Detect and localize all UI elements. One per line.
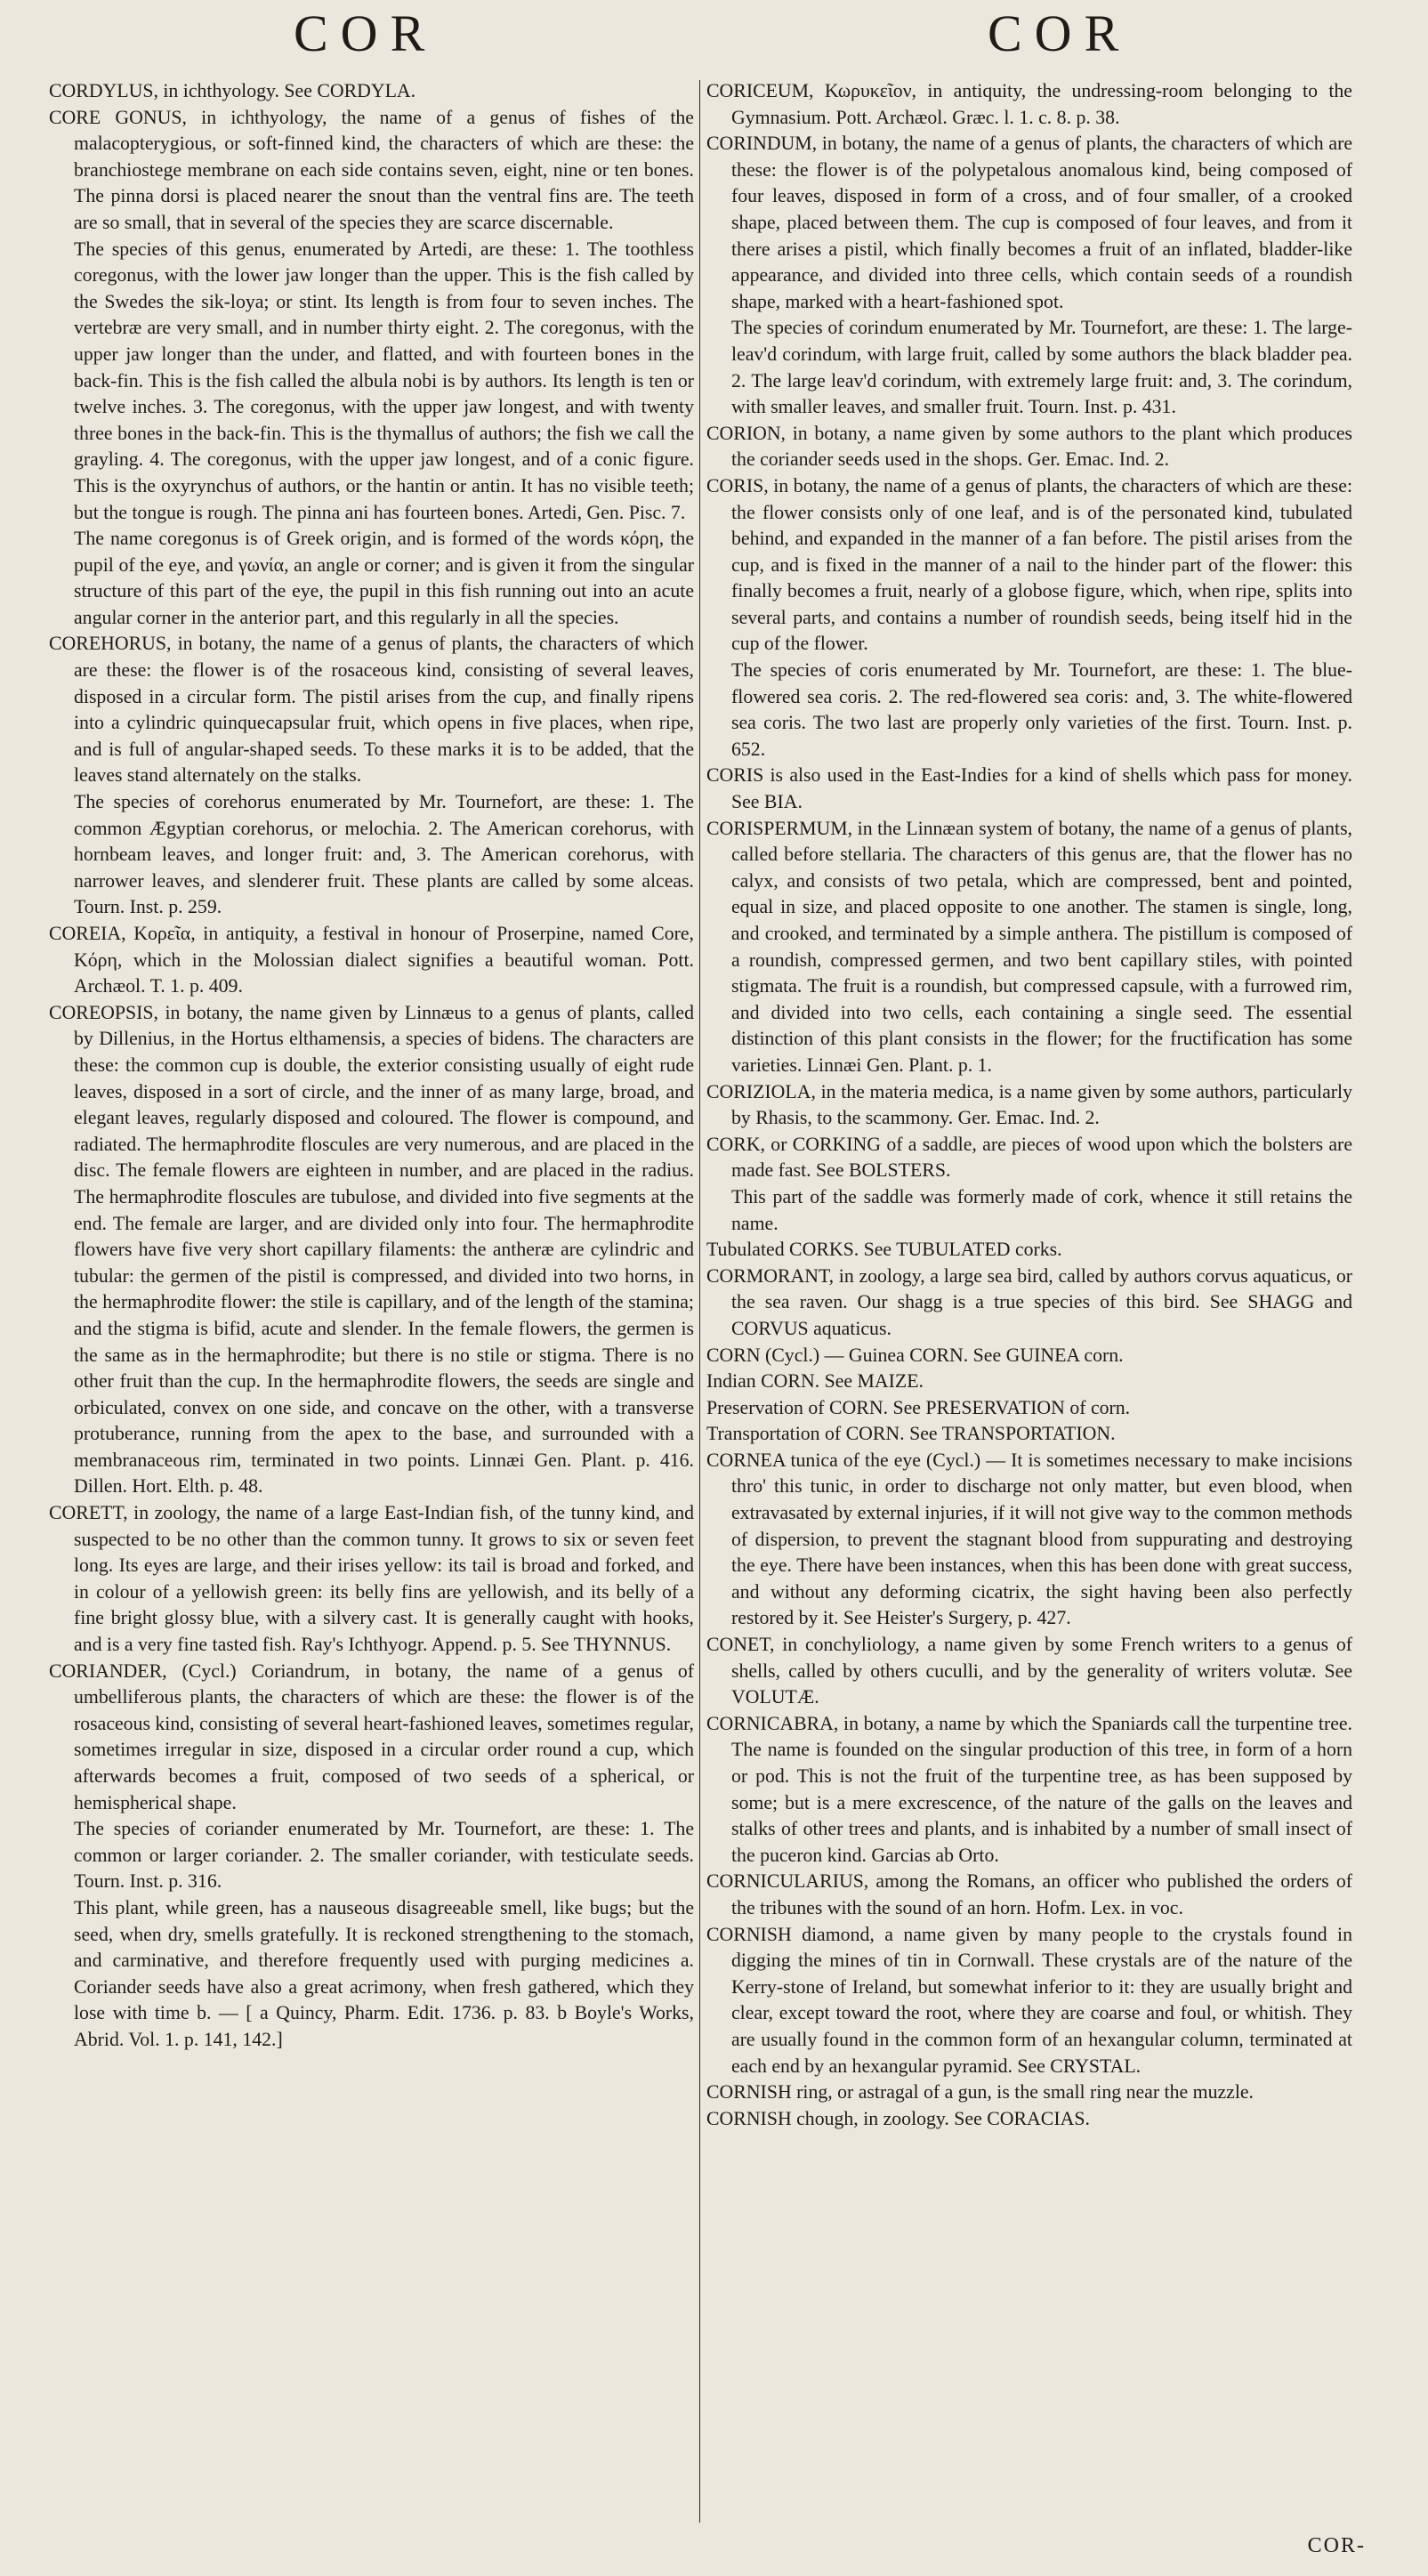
entry-cornicularius: CORNICULARIUS, among the Romans, an officer who published the orders of the tribunes with the sound of an horn. Hofm. Lex. in voc. xyxy=(706,1870,1352,1918)
entry-cornicabra: CORNICABRA, in botany, a name by which the Spaniards call the turpentine tree. The name is founded on the singular production of this tree, in form of a horn or pod. This is not the fruit of the turpentine tree, as has been supposed by some; but is a mere excrescence, of the nature of the galls on the leaves and stalks of other trees and plants, and is inhabited by a number of small insect of the puceron kind. Garcias ab Orto. xyxy=(706,1712,1352,1866)
entry-cork-note: This part of the saddle was formerly made of cork, whence it still retains the name. xyxy=(731,1185,1352,1234)
entry-coriziola: CORIZIOLA, in the materia medica, is a name given by some authors, particularly by Rhasis, to the scammony. Ger. Emac. Ind. 2. xyxy=(706,1080,1352,1129)
entry-cornea: CORNEA tunica of the eye (Cycl.) — It is sometimes necessary to make incisions thro' this tunic, in order to discharge not only matter, but even blood, when extravasated by external injuries, if it will not give way to the common methods of dispersion, to prevent the stagnant blood from suppurating and destroying the eye. There have been instances, when this has been done with great success, and without any deforming cicatrix, the sight having been also perfectly restored by it. See Heister's Surgery, p. 427. xyxy=(706,1449,1352,1629)
entry-corindum: CORINDUM, in botany, the name of a genus of plants, the characters of which are these: the flower is of the polypetalous anomalous kind, being composed of four leaves, disposed in form of a cross, and of four smaller, of a crooked shape, placed between them. The cup is composed of four leaves, and from it there arises a pistil, which finally becomes a fruit of an inflated, bladder-like appearance, and divided into three cells, which contain seeds of a roundish shape, marked with a heart-fashioned spot. xyxy=(706,133,1352,312)
entry-cornish-diamond: CORNISH diamond, a name given by many people to the crystals found in digging the mines of tin in Cornwall. These crystals are of the nature of the Kerry-stone of Ireland, but somewhat inferior to it: they are usually bright and clear, except toward the root, where they are coarse and foul, or whitish. They are usually found in the common form of an hexangular column, terminated at each end by an hexangular pyramid. See CRYSTAL. xyxy=(706,1923,1352,2077)
running-head-left: COR xyxy=(294,4,438,62)
entry-corehorus-species: The species of corehorus enumerated by Mr. Tournefort, are these: 1. The common Ægyptian corehorus, or melochia. 2. The American corehorus, with hornbeam leaves, and longer fruit: and, 3. The American corehorus, with narrower leaves, and slenderer fruit. These plants are called by some alceas. Tourn. Inst. p. 259. xyxy=(74,791,694,918)
entry-coregonus-name: The name coregonus is of Greek origin, and is formed of the words κόρη, the pupil of the eye, and γωνία, an angle or corner; and is given it from the singular structure of this part of the eye, the pupil in this fish running out into an acute angular corner in the anterior part, and this regularly in all the species. xyxy=(74,528,694,628)
column-divider xyxy=(699,80,700,2523)
entry-coreopsis: COREOPSIS, in botany, the name given by Linnæus to a genus of plants, called by Dillenius, in the Hortus elthamensis, a species of bidens. The characters are these: the common cup is double, the exterior consisting usually of eight rude leaves, disposed in a sort of circle, and the inner of as many large, broad, and elegant leaves, regularly disposed and coloured. The flower is compound, and radiated. The hermaphrodite floscules are very numerous, and are placed in the disc. The female flowers are eighteen in number, and are placed in the radius. The hermaphrodite floscules are tubulose, and divided into five segments at the end. The female are larger, and are divided only into four. The hermaphrodite flowers have five very short capillary filaments: the antheræ are cylindric and tubular: the germen of the pistil is compressed, and divided into two horns, in the hermaphrodite flower: the stile is capillary, and of the length of the stamina; and the stigma is bifid, acute and slender. In the female flowers, the germen is the same as in the hermaphrodite; but there is no stile or stigma. There is no other fruit than the cup. In the hermaphrodite flowers, the seeds are single and orbiculated, convex on one side, and concave on the other, with a transverse protuberance, running from the apex to the base, and surrounded with a membranaceous rim, terminated in two points. Linnæi Gen. Plant. p. 416. Dillen. Hort. Elth. p. 48. xyxy=(49,1001,694,1498)
entry-tubulated-corks: Tubulated CORKS. See TUBULATED corks. xyxy=(706,1239,1062,1261)
entry-cordylus: CORDYLUS, in ichthyology. See CORDYLA. xyxy=(49,80,416,101)
entry-coregonus: CORE GONUS, in ichthyology, the name of a genus of fishes of the malacopterygious, or soft-finned kind, the characters of which are these: the branchiostege membrane on each side contains seven, eight, nine or ten bones. The pinna dorsi is placed nearer the snout than the ventral fins are. The teeth are so small, that in several of the species they are scarce discernable. xyxy=(49,106,694,233)
entry-corispermum: CORISPERMUM, in the Linnæan system of botany, the name of a genus of plants, called before stellaria. The characters of this genus are, that the flower has no calyx, and consists of two petala, which are compressed, bent and pointed, equal in size, and placed opposite to one another. The stamen is single, long, and crooked, and terminated by a simple anthera. The pistillum is composed of a roundish, compressed germen, and two bent capillary stiles, with pointed stigmata. The fruit is a roundish, but compressed capsule, with a furrowed rim, and divided into two cells, each containing a single seed. The essential distinction of this plant consists in the flower; for the fructification has some varieties. Linnæi Gen. Plant. p. 1. xyxy=(706,817,1352,1076)
entry-cormorant: CORMORANT, in zoology, a large sea bird, called by authors corvus aquaticus, or the sea raven. Our shagg is a true species of this bird. See SHAGG and CORVUS aquaticus. xyxy=(706,1264,1352,1339)
entry-coriander-plant: This plant, while green, has a nauseous disagreeable smell, like bugs; but the seed, when dry, smells gratefully. It is reckoned strengthening to the stomach, and carminative, and therefore frequently used with purging medicines a. Coriander seeds have also a great acrimony, when fresh gathered, which they lose with time b. — [ a Quincy, Pharm. Edit. 1736. p. 83. b Boyle's Works, Abrid. Vol. 1. p. 141, 142.] xyxy=(74,1896,694,2050)
entry-coris: CORIS, in botany, the name of a genus of plants, the characters of which are these: the flower consists only of one leaf, and is of the personated kind, tubulated behind, and expanded in the manner of a fan before. The pistil arises from the cup, and is fixed in the manner of a nail to the hinder part of the flower: this finally becomes a fruit, nearly of a globose figure, which, when ripe, splits into several parts, and contains a number of roundish seeds, being itself hid in the cup of the flower. xyxy=(706,474,1352,655)
entry-coriander: CORIANDER, (Cycl.) Coriandrum, in botany, the name of a genus of umbelliferous plants, the characters of which are these: the flower is of the rosaceous kind, consisting of several heart-fashioned leaves, sometimes regular, sometimes irregular in size, disposed in a circular order round a cup, which afterwards becomes a fruit, composed of two seeds of a spherical, or hemispherical shape. xyxy=(49,1659,695,1813)
entry-cornish-chough: CORNISH chough, in zoology. See CORACIAS. xyxy=(706,2107,1090,2129)
left-column xyxy=(49,78,694,2054)
entry-cornish-ring: CORNISH ring, or astragal of a gun, is the small ring near the muzzle. xyxy=(706,2081,1255,2104)
entry-coreia: COREIA, Κορεῖα, in antiquity, a festival in honour of Proserpine, named Core, Κόρη, which in the Molossian dialect signifies a beautiful woman. Pott. Archæol. T. 1. p. 409. xyxy=(49,923,694,997)
entry-corett: CORETT, in zoology, the name of a large East-Indian fish, of the tunny kind, and suspected to be no other than the common tunny. It grows to six or seven feet long. Its eyes are large, and their irises yellow: its tail is broad and forked, and in colour of a yellowish green: its belly fins are yellowish, and its belly of a fine bright glossy blue, with a silvery cast. It is generally caught with hooks, and is a very fine tasted fish. Ray's Ichthyogr. Append. p. 5. See THYNNUS. xyxy=(49,1502,694,1656)
entry-indian-corn: Indian CORN. See MAIZE. xyxy=(706,1370,924,1393)
entry-conet: CONET, in conchyliology, a name given by some French writers to a genus of shells, called by others cuculli, and by the generality of writers volutæ. See VOLUTÆ. xyxy=(706,1634,1352,1708)
entry-coris-shells: CORIS is also used in the East-Indies for a kind of shells which pass for money. See BIA. xyxy=(706,764,1352,813)
running-head-right: COR xyxy=(988,4,1132,62)
entry-coregonus-species: The species of this genus, enumerated by Artedi, are these: 1. The toothless coregonus, with the lower jaw longer than the upper. This is the fish called by the Swedes the sik-loya; or stint. Its length is from four to seven inches. The vertebræ are very small, and in number thirty eight. 2. The coregonus, with the upper jaw longer than the under, and flatted, and with fourteen bones in the back-fin. This is the fish called the albula nobi is by authors. Its length is ten or twelve inches. 3. The coregonus, with the upper jaw longest, and with twenty three bones in the back-fin. This is the thymallus of authors; the fish we call the grayling. 4. The coregonus, with the upper jaw longest, and of a conic figure. This is the oxyrynchus of authors, or the hantin or antin. It has no visible teeth; but the tongue is rough. The pinna ani has fourteen bones. Artedi, Gen. Pisc. 7. xyxy=(74,238,694,523)
entry-corion: CORION, in botany, a name given by some authors to the plant which produces the coriander seeds used in the shops. Ger. Emac. Ind. 2. xyxy=(706,422,1352,471)
entry-transportation-corn: Transportation of CORN. See TRANSPORTATION. xyxy=(706,1423,1116,1445)
entry-cork: CORK, or CORKING of a saddle, are pieces of wood upon which the bolsters are made fast. See BOLSTERS. xyxy=(706,1133,1352,1182)
entry-corehorus: COREHORUS, in botany, the name of a genus of plants, the characters of which are these: the flower is of the rosaceous kind, consisting of several leaves, disposed in a circular form. The pistil arises from the cup, and finally ripens into a cylindric quinquecapsular fruit, which opens in five places, when ripe, and is full of angular-shaped seeds. To these marks it is to be added, that the leaves stand alternately on the stalks. xyxy=(49,633,694,787)
entry-preservation-corn: Preservation of CORN. See PRESERVATION of corn. xyxy=(706,1396,1131,1418)
entry-corindum-species: The species of corindum enumerated by Mr. Tournefort, are these: 1. The large-leav'd corindum, with large fruit, called by some authors the black bladder pea. 2. The large leav'd corindum, with extremely large fruit: and, 3. The corindum, with smaller leaves, and smaller fruit. Tourn. Inst. p. 431. xyxy=(731,317,1352,418)
entry-coriander-species: The species of coriander enumerated by Mr. Tournefort, are these: 1. The common or larger coriander. 2. The smaller coriander, with testiculate seeds. Tourn. Inst. p. 316. xyxy=(74,1818,694,1893)
entry-corn: CORN (Cycl.) — Guinea CORN. See GUINEA corn. xyxy=(706,1344,1124,1366)
entry-coris-species: The species of coris enumerated by Mr. Tournefort, are these: 1. The blue-flowered sea coris. 2. The red-flowered sea coris: and, 3. The white-flowered sea coris. The two last are properly only varieties of the first. Tourn. Inst. p. 652. xyxy=(731,659,1352,760)
entry-coriceum: CORICEUM, Κωρυκεῖον, in antiquity, the undressing-room belonging to the Gymnasium. Pott. Archæol. Græc. l. 1. c. 8. p. 38. xyxy=(706,80,1352,128)
catchword: COR- xyxy=(1307,2534,1366,2557)
right-column xyxy=(706,78,1352,2132)
